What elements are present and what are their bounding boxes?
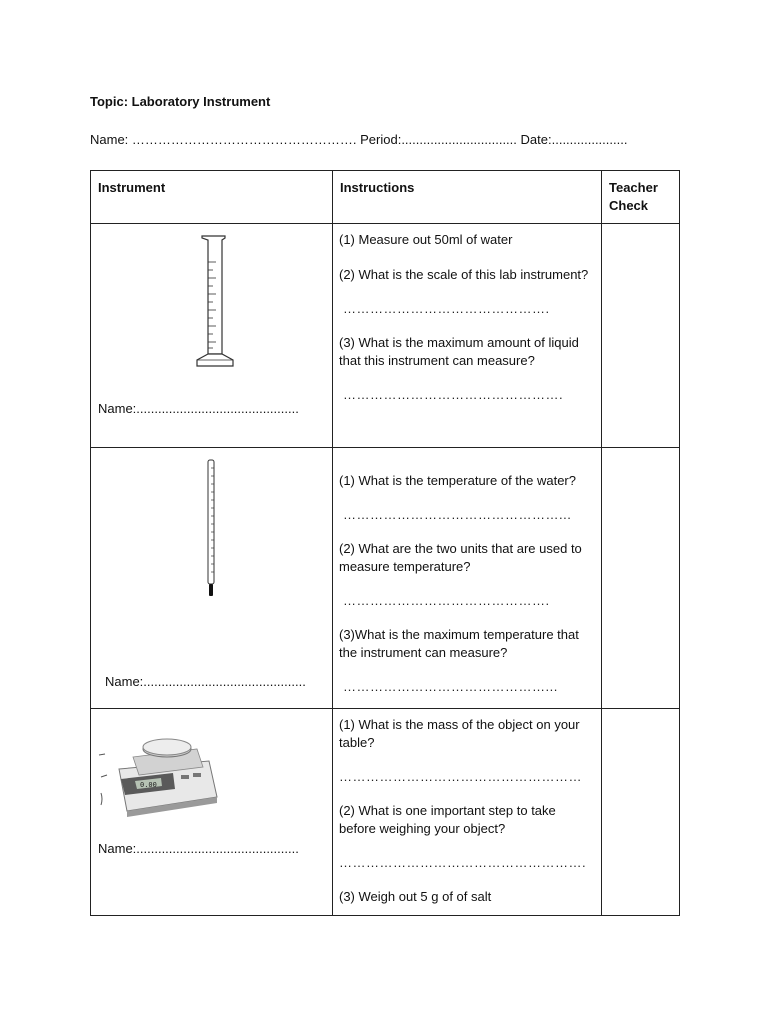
date-field[interactable]: Date:..................... (520, 132, 628, 147)
instrument-name-field[interactable]: Name:............................................. (98, 401, 299, 416)
instruction-text: (3)What is the maximum temperature that the instrument can measure? (339, 627, 579, 660)
thermometer-icon (202, 458, 222, 602)
instrument-name-field[interactable]: Name:............................................. (105, 674, 306, 689)
instrument-name-field[interactable]: Name:............................................. (98, 841, 299, 856)
instruction-text: (1) What is the temperature of the water? (339, 473, 576, 488)
answer-line[interactable]: ………………………………………... (343, 679, 558, 694)
table-row (91, 224, 680, 448)
instruction-text: (1) What is the mass of the object on your table? (339, 717, 580, 750)
balance-display-reading: 0.00 (140, 781, 157, 789)
answer-line[interactable]: ………………………………………. (343, 301, 550, 316)
instructions-cell (333, 709, 602, 916)
worksheet-title: Topic: Laboratory Instrument (90, 94, 271, 109)
teacher-check-cell[interactable] (602, 224, 680, 448)
instruction-text: (3) What is the maximum amount of liquid that this instrument can measure? (339, 335, 579, 368)
instruction-text: (2) What are the two units that are used to measure temperature? (339, 541, 582, 574)
instructions-cell (333, 224, 602, 448)
answer-line[interactable]: ………………………………………………. (339, 855, 587, 870)
instruction-text: (3) Weigh out 5 g of of salt (339, 889, 492, 904)
header-teacher-check: Teacher Check (602, 171, 680, 224)
table-row (91, 448, 680, 709)
student-name-field[interactable]: Name: ……………………………………………. (90, 132, 361, 147)
instrument-table (90, 170, 680, 916)
instruction-text: (2) What is the scale of this lab instrument? (339, 267, 589, 282)
teacher-check-cell[interactable] (602, 448, 680, 709)
instrument-cell (91, 448, 333, 709)
teacher-check-cell[interactable] (602, 709, 680, 916)
table-row (91, 709, 680, 916)
answer-line[interactable]: …………………………………………. (343, 387, 564, 402)
instrument-cell (91, 224, 333, 448)
instrument-cell (91, 709, 333, 916)
table-header-row (91, 171, 680, 224)
answer-line[interactable]: ………………………………………. (343, 593, 550, 608)
student-info-line (90, 132, 627, 147)
graduated-cylinder-icon (189, 232, 249, 372)
period-field[interactable]: Period:................................ (360, 132, 517, 147)
header-instrument: Instrument (91, 171, 333, 224)
instruction-text: (1) Measure out 50ml of water (339, 232, 513, 247)
header-instructions: Instructions (333, 171, 602, 224)
answer-line[interactable]: ……………………………………………… (339, 769, 582, 784)
electronic-balance-icon (97, 727, 222, 822)
instruction-text: (2) What is one important step to take before weighing your object? (339, 803, 556, 836)
instructions-cell (333, 448, 602, 709)
answer-line[interactable]: …………………………………………... (343, 507, 572, 522)
